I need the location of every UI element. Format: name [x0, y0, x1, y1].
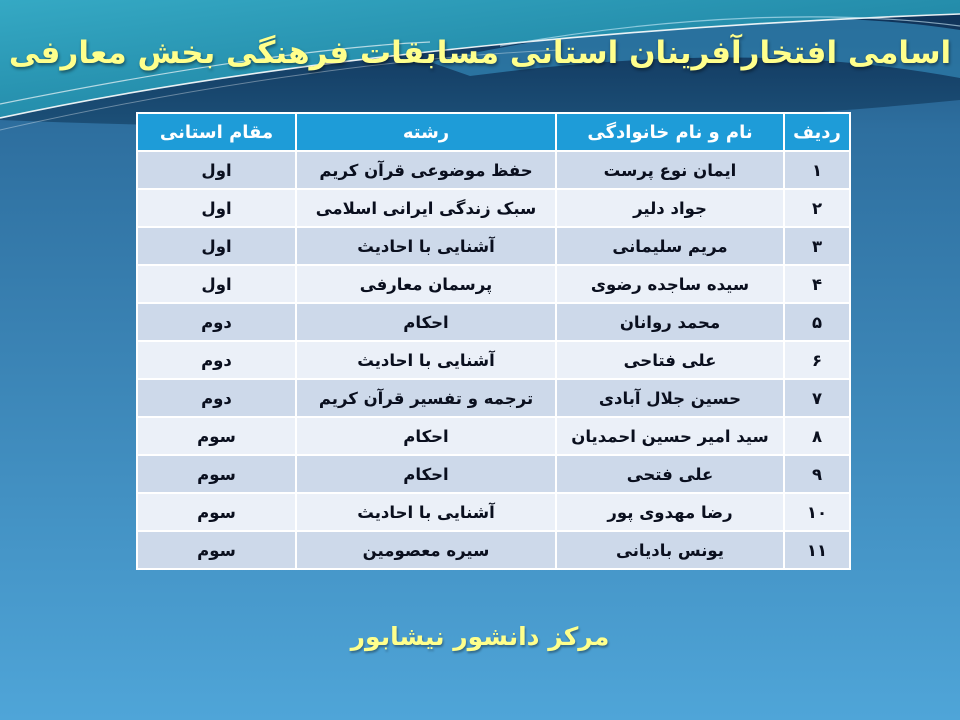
- cell-row-number: ۶: [785, 342, 849, 378]
- cell-name: سیده ساجده رضوی: [557, 266, 783, 302]
- cell-field: آشنایی با احادیث: [297, 228, 555, 264]
- cell-rank: سوم: [138, 494, 295, 530]
- cell-row-number: ۲: [785, 190, 849, 226]
- cell-rank: اول: [138, 152, 295, 188]
- cell-row-number: ۵: [785, 304, 849, 340]
- cell-field: سبک زندگی ایرانی اسلامی: [297, 190, 555, 226]
- column-header-full-name: نام و نام خانوادگی: [557, 114, 783, 150]
- cell-name: رضا مهدوی پور: [557, 494, 783, 530]
- results-table-container: [136, 112, 851, 570]
- cell-row-number: ۳: [785, 228, 849, 264]
- cell-field: احکام: [297, 418, 555, 454]
- footer-center-name: مرکز دانشور نیشابور: [350, 622, 610, 651]
- table-row: [138, 228, 849, 264]
- cell-field: پرسمان معارفی: [297, 266, 555, 302]
- table-row: [138, 494, 849, 530]
- cell-rank: دوم: [138, 380, 295, 416]
- cell-name: یونس بادیانی: [557, 532, 783, 568]
- cell-field: ترجمه و تفسیر قرآن کریم: [297, 380, 555, 416]
- table-row: [138, 532, 849, 568]
- cell-name: محمد روانان: [557, 304, 783, 340]
- table-row: [138, 456, 849, 492]
- cell-name: جواد دلیر: [557, 190, 783, 226]
- table-row: [138, 266, 849, 302]
- cell-row-number: ۱۱: [785, 532, 849, 568]
- cell-field: آشنایی با احادیث: [297, 342, 555, 378]
- cell-rank: سوم: [138, 456, 295, 492]
- cell-row-number: ۴: [785, 266, 849, 302]
- table-row: [138, 380, 849, 416]
- cell-name: سید امیر حسین احمدیان: [557, 418, 783, 454]
- cell-name: علی فتحی: [557, 456, 783, 492]
- cell-row-number: ۱: [785, 152, 849, 188]
- cell-name: علی فتاحی: [557, 342, 783, 378]
- cell-rank: اول: [138, 266, 295, 302]
- table-row: [138, 342, 849, 378]
- slide-title: اسامی افتخارآفرینان استانی مسابقات فرهنگی بخش معارفی: [8, 35, 952, 71]
- cell-field: احکام: [297, 456, 555, 492]
- column-header-field: رشته: [297, 114, 555, 150]
- table-row: [138, 190, 849, 226]
- table-header-row: [138, 114, 849, 150]
- cell-name: حسین جلال آبادی: [557, 380, 783, 416]
- cell-row-number: ۷: [785, 380, 849, 416]
- cell-rank: اول: [138, 228, 295, 264]
- cell-rank: دوم: [138, 304, 295, 340]
- cell-field: حفظ موضوعی قرآن کریم: [297, 152, 555, 188]
- cell-rank: سوم: [138, 418, 295, 454]
- table-row: [138, 152, 849, 188]
- cell-row-number: ۹: [785, 456, 849, 492]
- cell-name: مریم سلیمانی: [557, 228, 783, 264]
- cell-rank: اول: [138, 190, 295, 226]
- cell-rank: دوم: [138, 342, 295, 378]
- cell-field: سیره معصومین: [297, 532, 555, 568]
- cell-field: آشنایی با احادیث: [297, 494, 555, 530]
- results-table: [136, 112, 851, 570]
- cell-row-number: ۱۰: [785, 494, 849, 530]
- cell-rank: سوم: [138, 532, 295, 568]
- cell-row-number: ۸: [785, 418, 849, 454]
- column-header-provincial-rank: مقام استانی: [138, 114, 295, 150]
- column-header-row-number: ردیف: [785, 114, 849, 150]
- table-row: [138, 418, 849, 454]
- cell-name: ایمان نوع پرست: [557, 152, 783, 188]
- table-row: [138, 304, 849, 340]
- cell-field: احکام: [297, 304, 555, 340]
